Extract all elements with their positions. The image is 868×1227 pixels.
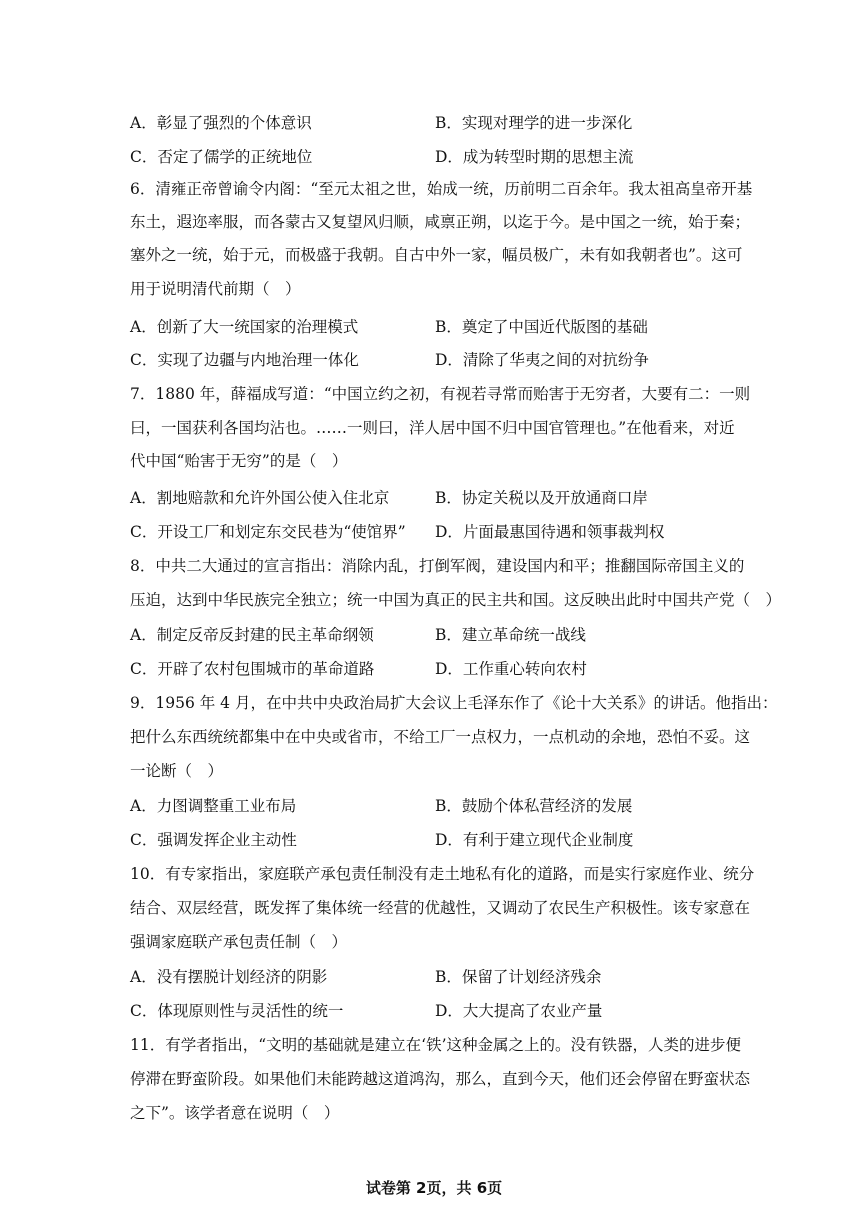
- q6-stem-line: 塞外之一统，始于元，而极盛于我朝。自古中外一家，幅员极广，未有如我朝者也”。这可: [130, 246, 743, 264]
- q5-option-c[interactable]: C．否定了儒学的正统地位: [130, 148, 313, 166]
- q8-option-b[interactable]: B．建立革命统一战线: [435, 626, 586, 644]
- q8-option-a[interactable]: A．制定反帝反封建的民主革命纲领: [130, 626, 374, 644]
- q7-stem-line: 代中国“贻害于无穷”的是（ ）: [130, 452, 348, 470]
- q5-option-d[interactable]: D．成为转型时期的思想主流: [435, 148, 634, 166]
- q9-option-a[interactable]: A．力图调整重工业布局: [130, 797, 297, 815]
- q10-option-d[interactable]: D．大大提高了农业产量: [435, 1002, 603, 1020]
- q9-stem-line: 9．1956 年 4 月，在中共中央政治局扩大会议上毛泽东作了《论十大关系》的讲话。他指出：: [130, 694, 778, 712]
- q6-stem-line: 6．清雍正帝曾谕令内阁：“至元太祖之世，始成一统，历前明二百余年。我太祖高皇帝开基: [130, 180, 753, 198]
- q10-option-b[interactable]: B．保留了计划经济残余: [435, 968, 602, 986]
- q6-option-b[interactable]: B．奠定了中国近代版图的基础: [435, 318, 648, 336]
- q11-stem-line: 停滞在野蛮阶段。如果他们未能跨越这道鸿沟，那么，直到今天，他们还会停留在野蛮状态: [130, 1070, 751, 1088]
- q6-option-d[interactable]: D．清除了华夷之间的对抗纷争: [435, 351, 649, 369]
- q9-stem-line: 把什么东西统统都集中在中央或省市，不给工厂一点权力，一点机动的余地，恐怕不妥。这: [130, 728, 751, 746]
- page-footer: 试卷第 2页，共 6页: [365, 1179, 503, 1197]
- q9-option-d[interactable]: D．有利于建立现代企业制度: [435, 831, 634, 849]
- q7-option-b[interactable]: B．协定关税以及开放通商口岸: [435, 489, 648, 507]
- q11-stem-line: 11．有学者指出，“文明的基础就是建立在‘铁’这种金属之上的。没有铁器，人类的进步便: [130, 1036, 742, 1054]
- q10-option-a[interactable]: A．没有摆脱计划经济的阴影: [130, 968, 328, 986]
- q9-option-b[interactable]: B．鼓励个体私营经济的发展: [435, 797, 633, 815]
- q7-option-d[interactable]: D．片面最惠国待遇和领事裁判权: [435, 523, 665, 541]
- q6-stem-line: 用于说明清代前期（ ）: [130, 280, 301, 298]
- q9-stem-line: 一论断（ ）: [130, 762, 224, 780]
- q8-stem-line: 8．中共二大通过的宣言指出：消除内乱，打倒军阀，建设国内和平；推翻国际帝国主义的: [130, 557, 745, 575]
- q6-stem-line: 东土，遐迩率服，而各蒙古又复望风归顺，咸禀正朔，以迄于今。是中国之一统，始于秦；: [130, 213, 751, 231]
- q8-option-c[interactable]: C．开辟了农村包围城市的革命道路: [130, 660, 375, 678]
- q6-option-a[interactable]: A．创新了大一统国家的治理模式: [130, 318, 359, 336]
- q8-stem-line: 压迫，达到中华民族完全独立；统一中国为真正的民主共和国。这反映出此时中国共产党（ ）: [130, 591, 782, 609]
- q5-option-a[interactable]: A．彰显了强烈的个体意识: [130, 114, 312, 132]
- q10-option-c[interactable]: C．体现原则性与灵活性的统一: [130, 1002, 344, 1020]
- q8-option-d[interactable]: D．工作重心转向农村: [435, 660, 587, 678]
- q10-stem-line: 强调家庭联产承包责任制（ ）: [130, 933, 348, 951]
- q7-stem-line: 曰，一国获利各国均沾也。……一则曰，洋人居中国不归中国官管理也。”在他看来，对近: [130, 419, 735, 437]
- q11-stem-line: 之下”。该学者意在说明（ ）: [130, 1104, 340, 1122]
- q7-stem-line: 7．1880 年，薛福成写道：“中国立约之初，有视若寻常而贻害于无穷者，大要有二：一则: [130, 385, 751, 403]
- q6-option-c[interactable]: C．实现了边疆与内地治理一体化: [130, 351, 359, 369]
- q7-option-a[interactable]: A．割地赔款和允许外国公使入住北京: [130, 489, 390, 507]
- q7-option-c[interactable]: C．开设工厂和划定东交民巷为“使馆界”: [130, 523, 406, 541]
- q9-option-c[interactable]: C．强调发挥企业主动性: [130, 831, 297, 849]
- q10-stem-line: 结合、双层经营，既发挥了集体统一经营的优越性，又调动了农民生产积极性。该专家意在: [130, 899, 751, 917]
- q5-option-b[interactable]: B．实现对理学的进一步深化: [435, 114, 633, 132]
- q10-stem-line: 10．有专家指出，家庭联产承包责任制没有走土地私有化的道路，而是实行家庭作业、统分: [130, 865, 755, 883]
